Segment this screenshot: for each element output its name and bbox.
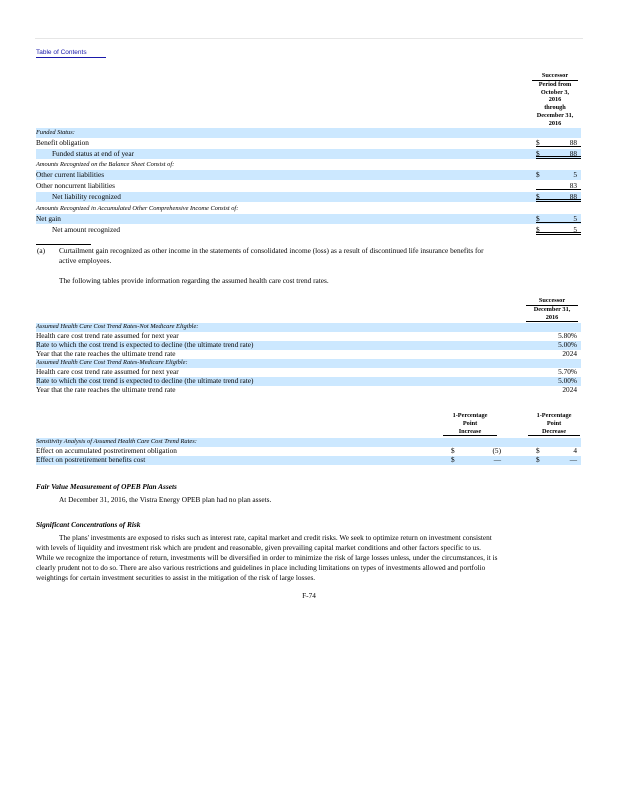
- row-label: Rate to which the cost trend is expected to decline (the ultimate trend rate): [36, 376, 254, 385]
- table-of-contents-link[interactable]: Table of Contents: [36, 49, 106, 58]
- table-row: [36, 214, 581, 224]
- subtotal-rule: [536, 181, 581, 190]
- table-row: [36, 170, 581, 180]
- dollar-sign: $: [536, 170, 540, 179]
- row-label: Effect on postretirement benefits cost: [36, 455, 146, 464]
- top-divider: [35, 38, 583, 39]
- table-row: [36, 225, 581, 235]
- row-value: 2024: [562, 385, 577, 394]
- paragraph-line: with levels of liquidity and investment risk which are prudent and reasonable, given prevailing capital market conditions and other factors specific to us.: [36, 543, 481, 552]
- row-label: Benefit obligation: [36, 138, 89, 147]
- col-header-line: 1-Percentage: [536, 412, 572, 419]
- col-header-line: December 31,: [533, 305, 571, 313]
- row-label: Effect on accumulated postretirement obligation: [36, 446, 177, 455]
- row-label: Net gain: [36, 214, 61, 223]
- col-header-line: 2016: [548, 96, 562, 104]
- row-label: Health care cost trend rate assumed for next year: [36, 331, 179, 340]
- col-header-line: 1-Percentage: [452, 412, 488, 419]
- paragraph-line: While we recognize the importance of return, investments will be diversified in order to minimize the risk of large losses unless, under the circumstances, it is: [36, 553, 498, 562]
- intro-text: The following tables provide information regarding the assumed health care cost trend rates.: [59, 276, 329, 285]
- row-value: 5.80%: [558, 331, 577, 340]
- row-value: 5.00%: [558, 340, 577, 349]
- header-rule: [528, 435, 580, 436]
- table-row: [36, 456, 581, 465]
- col-header-line: Point: [546, 419, 562, 427]
- table-row: [36, 192, 581, 202]
- dollar-sign: $: [536, 225, 540, 234]
- footnote-marker: (a): [37, 246, 46, 255]
- table-row: [36, 149, 581, 159]
- row-label: Net liability recognized: [52, 192, 121, 201]
- subtotal-rule: [536, 138, 581, 147]
- row-label: Year that the rate reaches the ultimate trend rate: [36, 349, 176, 358]
- row-value: 5: [573, 225, 577, 234]
- section-heading-fair-value: Fair Value Measurement of OPEB Plan Assets: [36, 482, 177, 491]
- paragraph-line: clearly prudent not to do so. There are also various restrictions and guidelines in place including limitations on types of investments allowed and portfolio: [36, 563, 486, 572]
- row-label: Health care cost trend rate assumed for next year: [36, 367, 179, 376]
- row-label: Other noncurrent liabilities: [36, 181, 116, 190]
- row-label: Assumed Health Care Cost Trend Rates-Medicare Eligible:: [36, 359, 188, 366]
- row-value: 88: [569, 192, 577, 201]
- footnote-text: [59, 246, 579, 266]
- col-header-line: Successor: [541, 72, 569, 79]
- footnote-line: Curtailment gain recognized as other income in the statements of consolidated income (loss) as a result of discontinued life insurance benefits for: [59, 246, 484, 255]
- table1-column-header: [532, 72, 578, 129]
- section-heading-risk: Significant Concentrations of Risk: [36, 520, 141, 529]
- dollar-sign: $: [536, 149, 540, 158]
- row-label: Sensitivity Analysis of Assumed Health Care Cost Trend Rates:: [36, 438, 197, 445]
- col-header-line: Point: [462, 419, 478, 427]
- dollar-sign: $: [536, 192, 540, 201]
- col-header-line: through: [544, 104, 566, 112]
- increase-value: —: [493, 455, 501, 464]
- col-header-line: Successor: [538, 297, 566, 304]
- col-header-line: Increase: [458, 427, 482, 435]
- col-header-line: 2016: [548, 119, 562, 127]
- decrease-value: —: [569, 455, 577, 464]
- dollar-sign: $: [536, 446, 540, 455]
- table-row: [36, 350, 581, 359]
- footnote-rule: [36, 244, 91, 245]
- dollar-sign: $: [451, 455, 455, 464]
- paragraph-line: The plans' investments are exposed to risks such as interest rate, capital market and credit risks. We seek to optimize return on investment consistent: [59, 533, 492, 542]
- page-number: F-74: [302, 591, 316, 600]
- row-value: 5.70%: [558, 367, 577, 376]
- col-header-line: October 3,: [540, 88, 570, 96]
- dollar-sign: $: [536, 214, 540, 223]
- footnote-line: active employees.: [59, 256, 112, 265]
- row-value: 2024: [562, 349, 577, 358]
- total-rule: [536, 149, 581, 159]
- table-row: [36, 138, 581, 148]
- row-label: Other current liabilities: [36, 170, 105, 179]
- table-row: [36, 386, 581, 395]
- row-value: 5.00%: [558, 376, 577, 385]
- row-value: 5: [573, 170, 577, 179]
- row-label: Amounts Recognized on the Balance Sheet Consist of:: [36, 161, 175, 168]
- decrease-value: 4: [573, 446, 577, 455]
- increase-value: (5): [492, 446, 501, 455]
- row-value: 88: [569, 138, 577, 147]
- header-rule: [443, 435, 497, 436]
- table-row: [36, 181, 581, 191]
- dollar-sign: $: [536, 138, 540, 147]
- col-header-line: December 31,: [536, 111, 574, 119]
- section-text-fair-value: At December 31, 2016, the Vistra Energy OPEB plan had no plan assets.: [59, 495, 272, 504]
- row-label: Net amount recognized: [52, 225, 121, 234]
- row-label: Rate to which the cost trend is expected to decline (the ultimate trend rate): [36, 340, 254, 349]
- row-label: Amounts Recognized in Accumulated Other Comprehensive Income Consist of:: [36, 205, 239, 212]
- section-text-risk: [36, 533, 584, 583]
- paragraph-line: weightings for certain investment securities to assist in the mitigation of the risk of large losses.: [36, 573, 316, 582]
- col-header-line: Period from: [538, 80, 572, 88]
- row-value: 83: [569, 181, 577, 190]
- row-label: Year that the rate reaches the ultimate trend rate: [36, 385, 176, 394]
- total-rule: [536, 192, 581, 202]
- total-rule: [536, 225, 581, 235]
- table-row: [36, 204, 581, 214]
- row-value: 88: [569, 149, 577, 158]
- dollar-sign: $: [536, 455, 540, 464]
- subtotal-rule: [536, 214, 581, 223]
- col-header-line: 2016: [545, 313, 559, 321]
- row-label: Funded Status:: [36, 129, 75, 136]
- dollar-sign: $: [451, 446, 455, 455]
- row-value: 5: [573, 214, 577, 223]
- table3-column-header-increase: [443, 412, 497, 436]
- row-label: Funded status at end of year: [52, 149, 135, 158]
- row-label: Assumed Health Care Cost Trend Rates-Not Medicare Eligible:: [36, 323, 199, 330]
- table-row: [36, 160, 581, 170]
- table-row: [36, 128, 581, 138]
- col-header-line: Decrease: [541, 427, 566, 435]
- table3-column-header-decrease: [528, 412, 580, 436]
- table2-column-header: [526, 297, 578, 322]
